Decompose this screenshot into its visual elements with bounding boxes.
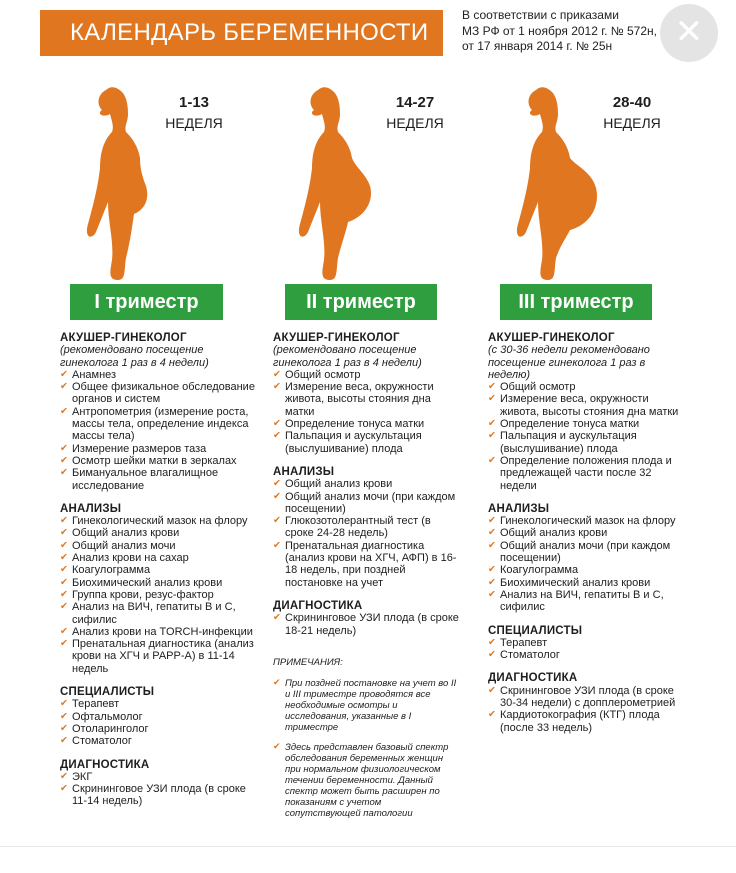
weeks-label: НЕДЕЛЯ <box>603 115 661 131</box>
list-item: ✔ Стоматолог <box>60 735 258 747</box>
list-item: ✔ Пальпация и аускультация (выслушивание) плода <box>488 430 680 455</box>
list-item: ✔ Офтальмолог <box>60 711 258 723</box>
checklist <box>60 698 258 747</box>
notes-title: ПРИМЕЧАНИЯ: <box>273 656 343 668</box>
section-title: СПЕЦИАЛИСТЫ <box>60 686 155 699</box>
page-divider <box>0 846 736 847</box>
list-item: ✔ Коагулограмма <box>488 564 680 576</box>
page-title: КАЛЕНДАРЬ БЕРЕМЕННОСТИ <box>70 19 429 46</box>
list-item: ✔ Скрининговое УЗИ плода (в сроке 18-21 недель) <box>273 612 459 637</box>
legal-note-line: от 17 января 2014 г. № 25н <box>462 39 613 53</box>
weeks-range-3 <box>592 93 672 133</box>
checklist <box>488 381 680 492</box>
list-item: ✔ Группа крови, резус-фактор <box>60 589 258 601</box>
weeks-label: НЕДЕЛЯ <box>386 115 444 131</box>
list-item: ✔ Бимануальное влагалищное исследование <box>60 467 258 492</box>
title-banner <box>40 10 443 56</box>
column-trimester-1 <box>60 332 258 808</box>
list-item: ✔ Стоматолог <box>488 649 680 661</box>
list-item: ✔ Кардиотокография (КТГ) плода (после 33 недель) <box>488 709 680 734</box>
list-item: ✔ Скрининговое УЗИ плода (в сроке 11-14 недель) <box>60 783 258 808</box>
weeks-value: 1-13 <box>178 94 210 111</box>
list-item: ✔ Гинекологический мазок на флору <box>488 515 680 527</box>
list-item: ✔ Скрининговое УЗИ плода (в сроке 30-34 недели) с допплерометрией <box>488 685 680 710</box>
list-item: ✔ Антропометрия (измерение роста, массы тела, определение индекса массы тела) <box>60 406 258 443</box>
trimester-badge-2: II триместр <box>285 284 437 320</box>
weeks-value: 14-27 <box>395 94 435 111</box>
checklist <box>60 369 258 492</box>
pregnant-silhouette-3-icon <box>508 82 598 282</box>
checklist <box>60 771 258 808</box>
section-title: АНАЛИЗЫ <box>60 502 122 515</box>
checklist <box>60 515 258 675</box>
note-item: ✔ При поздней постановке на учет во II и III триместре проводятся все необходимые осмотры и исследования, указанные в I триместре <box>273 678 459 733</box>
section-title: АНАЛИЗЫ <box>273 465 335 478</box>
legal-note-line: В соответствии с приказами <box>462 8 619 22</box>
list-item: ✔ Измерение веса, окружности живота, высоты стояния дна матки <box>488 393 680 418</box>
trimester-badge-1: I триместр <box>70 284 223 320</box>
notes-list <box>273 678 459 819</box>
list-item: ✔ Анализ на ВИЧ, гепатиты В и С, сифилис <box>60 601 258 626</box>
section-title: АНАЛИЗЫ <box>488 502 550 515</box>
list-item: ✔ Определение положения плода и предлежащей части после 32 недели <box>488 455 680 492</box>
list-item: ✔ Общий анализ мочи (при каждом посещении) <box>273 491 459 516</box>
list-item: ✔ Измерение веса, окружности живота, высоты стояния дна матки <box>273 381 459 418</box>
list-item: ✔ Пренатальная диагностика (анализ крови на ХГЧ и РАРР-А) в 11-14 недель <box>60 638 258 675</box>
list-item: ✔ Общий анализ крови <box>273 478 459 490</box>
pregnant-silhouette-2-icon <box>290 82 380 282</box>
list-item: ✔ Биохимический анализ крови <box>60 577 258 589</box>
checklist <box>273 369 459 455</box>
list-item: ✔ Общее физикальное обследование органов и систем <box>60 381 258 406</box>
list-item: ✔ Пренатальная диагностика (анализ крови на ХГЧ, АФП) в 16-18 недель, при поздней постановке на учет <box>273 540 459 589</box>
list-item: ✔ Определение тонуса матки <box>273 418 459 430</box>
list-item: ✔ Определение тонуса матки <box>488 418 680 430</box>
list-item: ✔ Измерение размеров таза <box>60 443 258 455</box>
weeks-range-2 <box>375 93 455 133</box>
list-item: ✔ Общий осмотр <box>273 369 459 381</box>
list-item: ✔ Анализ на ВИЧ, гепатиты В и С, сифилис <box>488 589 680 614</box>
list-item: ✔ Гинекологический мазок на флору <box>60 515 258 527</box>
list-item: ✔ Общий анализ мочи (при каждом посещении) <box>488 540 680 565</box>
list-item: ✔ Анализ крови на сахар <box>60 552 258 564</box>
weeks-range-1 <box>154 93 234 133</box>
section-title: СПЕЦИАЛИСТЫ <box>488 624 583 637</box>
list-item: ✔ Общий анализ мочи <box>60 540 258 552</box>
weeks-value: 28-40 <box>612 94 652 111</box>
checklist <box>488 685 680 734</box>
list-item: ✔ Биохимический анализ крови <box>488 577 680 589</box>
list-item: ✔ ЭКГ <box>60 771 258 783</box>
checklist <box>488 637 680 662</box>
section-title: АКУШЕР-ГИНЕКОЛОГ <box>273 332 400 344</box>
close-button[interactable] <box>660 4 718 62</box>
list-item: ✔ Коагулограмма <box>60 564 258 576</box>
section-subtitle: (рекомендовано посещение гинеколога 1 раз в 4 недели) <box>273 344 422 369</box>
section-subtitle: (с 30-36 недели рекомендовано посещение гинеколога 1 раз в неделю) <box>488 344 650 381</box>
list-item: ✔ Анамнез <box>60 369 258 381</box>
legal-note-line: МЗ РФ от 1 ноября 2012 г. № 572н, <box>462 23 657 38</box>
list-item: ✔ Анализ крови на TORCH-инфекции <box>60 626 258 638</box>
list-item: ✔ Общий осмотр <box>488 381 680 393</box>
list-item: ✔ Общий анализ крови <box>488 527 680 539</box>
column-trimester-2 <box>273 332 459 828</box>
list-item: ✔ Глюкозотолерантный тест (в сроке 24-28 недель) <box>273 515 459 540</box>
list-item: ✔ Терапевт <box>488 637 680 649</box>
section-subtitle: (рекомендовано посещение гинеколога 1 раз в 4 недели) <box>60 344 209 369</box>
close-icon: ✕ <box>674 12 704 52</box>
list-item: ✔ Отоларинголог <box>60 723 258 735</box>
section-title: ДИАГНОСТИКА <box>273 599 363 612</box>
section-title: ДИАГНОСТИКА <box>488 672 578 685</box>
section-title: АКУШЕР-ГИНЕКОЛОГ <box>60 332 187 344</box>
list-item: ✔ Общий анализ крови <box>60 527 258 539</box>
section-title: ДИАГНОСТИКА <box>60 758 150 771</box>
trimester-badge-3: III триместр <box>500 284 652 320</box>
column-trimester-3 <box>488 332 680 734</box>
note-item: ✔ Здесь представлен базовый спектр обследования беременных женщин при нормальном физиологическом течении беременности. Данный спектр может быть расширен по показаниям с учетом сопутствующей патологии <box>273 742 459 819</box>
legal-note <box>462 8 677 55</box>
checklist <box>273 478 459 589</box>
list-item: ✔ Осмотр шейки матки в зеркалах <box>60 455 258 467</box>
section-title: АКУШЕР-ГИНЕКОЛОГ <box>488 332 615 344</box>
weeks-label: НЕДЕЛЯ <box>165 115 223 131</box>
notes-block <box>273 657 459 819</box>
list-item: ✔ Пальпация и аускультация (выслушивание) плода <box>273 430 459 455</box>
checklist <box>273 612 459 637</box>
checklist <box>488 515 680 613</box>
list-item: ✔ Терапевт <box>60 698 258 710</box>
